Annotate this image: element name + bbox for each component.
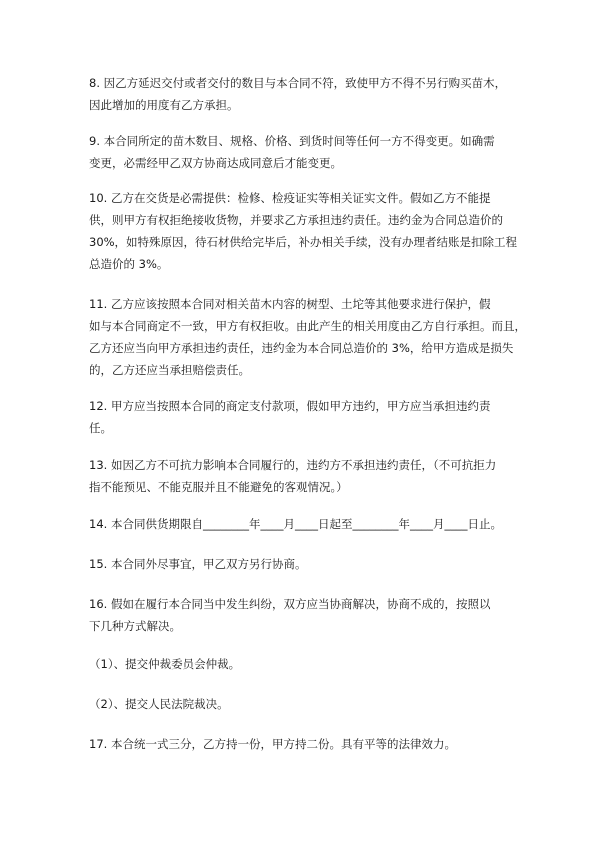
clause-10-line-3: 30%，如特殊原因，待石材供给完毕后，补办相关手续，没有办理者结账是扣除工程 (89, 235, 518, 249)
clause-14-line-1: 14. 本合同供货期限自________年____月____日起至________年____月____日止。 (89, 517, 502, 531)
clause-12-line-2: 任。 (89, 421, 112, 435)
clause-9-line-2: 变更，必需经甲乙双方协商达成同意后才能变更。 (89, 156, 342, 170)
clause-9 (89, 130, 529, 174)
clause-16-line-2: 下几种方式解决。 (89, 619, 181, 633)
clause-16-option-1 (89, 653, 529, 675)
clause-16-option-1-line: （1）、提交仲裁委员会仲裁。 (89, 657, 241, 671)
clause-14 (89, 513, 529, 535)
clause-16-line-1: 16. 假如在履行本合同当中发生纠纷，双方应当协商解决，协商不成的，按照以 (89, 597, 491, 611)
clause-11-line-4: 的，乙方还应当承担赔偿责任。 (89, 363, 250, 377)
clause-15-line-1: 15. 本合同外尽事宜，甲乙双方另行协商。 (89, 557, 307, 571)
clause-10 (89, 187, 529, 275)
clause-16 (89, 593, 529, 637)
clause-13 (89, 454, 529, 498)
clause-13-line-1: 13. 如因乙方不可抗力影响本合同履行的，违约方不承担违约责任，（不可抗拒力 (89, 458, 497, 472)
clause-8-line-1: 8. 因乙方延迟交付或者交付的数目与本合同不符，致使甲方不得不另行购买苗木， (89, 76, 507, 90)
clause-10-line-1: 10. 乙方在交货是必需提供：检修、检疫证实等相关证实文件。假如乙方不能提 (89, 191, 491, 205)
clause-8-line-2: 因此增加的用度有乙方承担。 (89, 98, 239, 112)
clause-11 (89, 293, 529, 381)
clause-16-option-2-line: （2）、提交人民法院裁决。 (89, 697, 229, 711)
clause-17-line-1: 17. 本合统一式三分，乙方持一份，甲方持二份。具有平等的法律效力。 (89, 737, 456, 751)
clause-9-line-1: 9. 本合同所定的苗木数目、规格、价格、到货时间等任何一方不得变更。如确需 (89, 134, 495, 148)
clause-10-line-4: 总造价的 3%。 (89, 257, 169, 271)
clause-11-line-2: 如与本合同商定不一致，甲方有权拒收。由此产生的相关用度由乙方自行承担。而且， (89, 319, 526, 333)
clause-11-line-1: 11. 乙方应该按照本合同对相关苗木内容的树型、土坨等其他要求进行保护，假 (89, 297, 491, 311)
clause-17 (89, 733, 529, 755)
clause-11-line-3: 乙方还应当向甲方承担违约责任，违约金为本合同总造价的 3%，给甲方造成是损失 (89, 341, 514, 355)
clause-15 (89, 553, 529, 575)
clause-8 (89, 72, 529, 116)
clause-12 (89, 395, 529, 439)
clause-10-line-2: 供，则甲方有权拒绝接收货物，并要求乙方承担违约责任。违约金为合同总造价的 (89, 213, 503, 227)
clause-13-line-2: 指不能预见、不能克服并且不能避免的客观情况。） (89, 480, 348, 494)
clause-12-line-1: 12. 甲方应当按照本合同的商定支付款项，假如甲方违约，甲方应当承担违约责 (89, 399, 491, 413)
clause-16-option-2 (89, 693, 529, 715)
